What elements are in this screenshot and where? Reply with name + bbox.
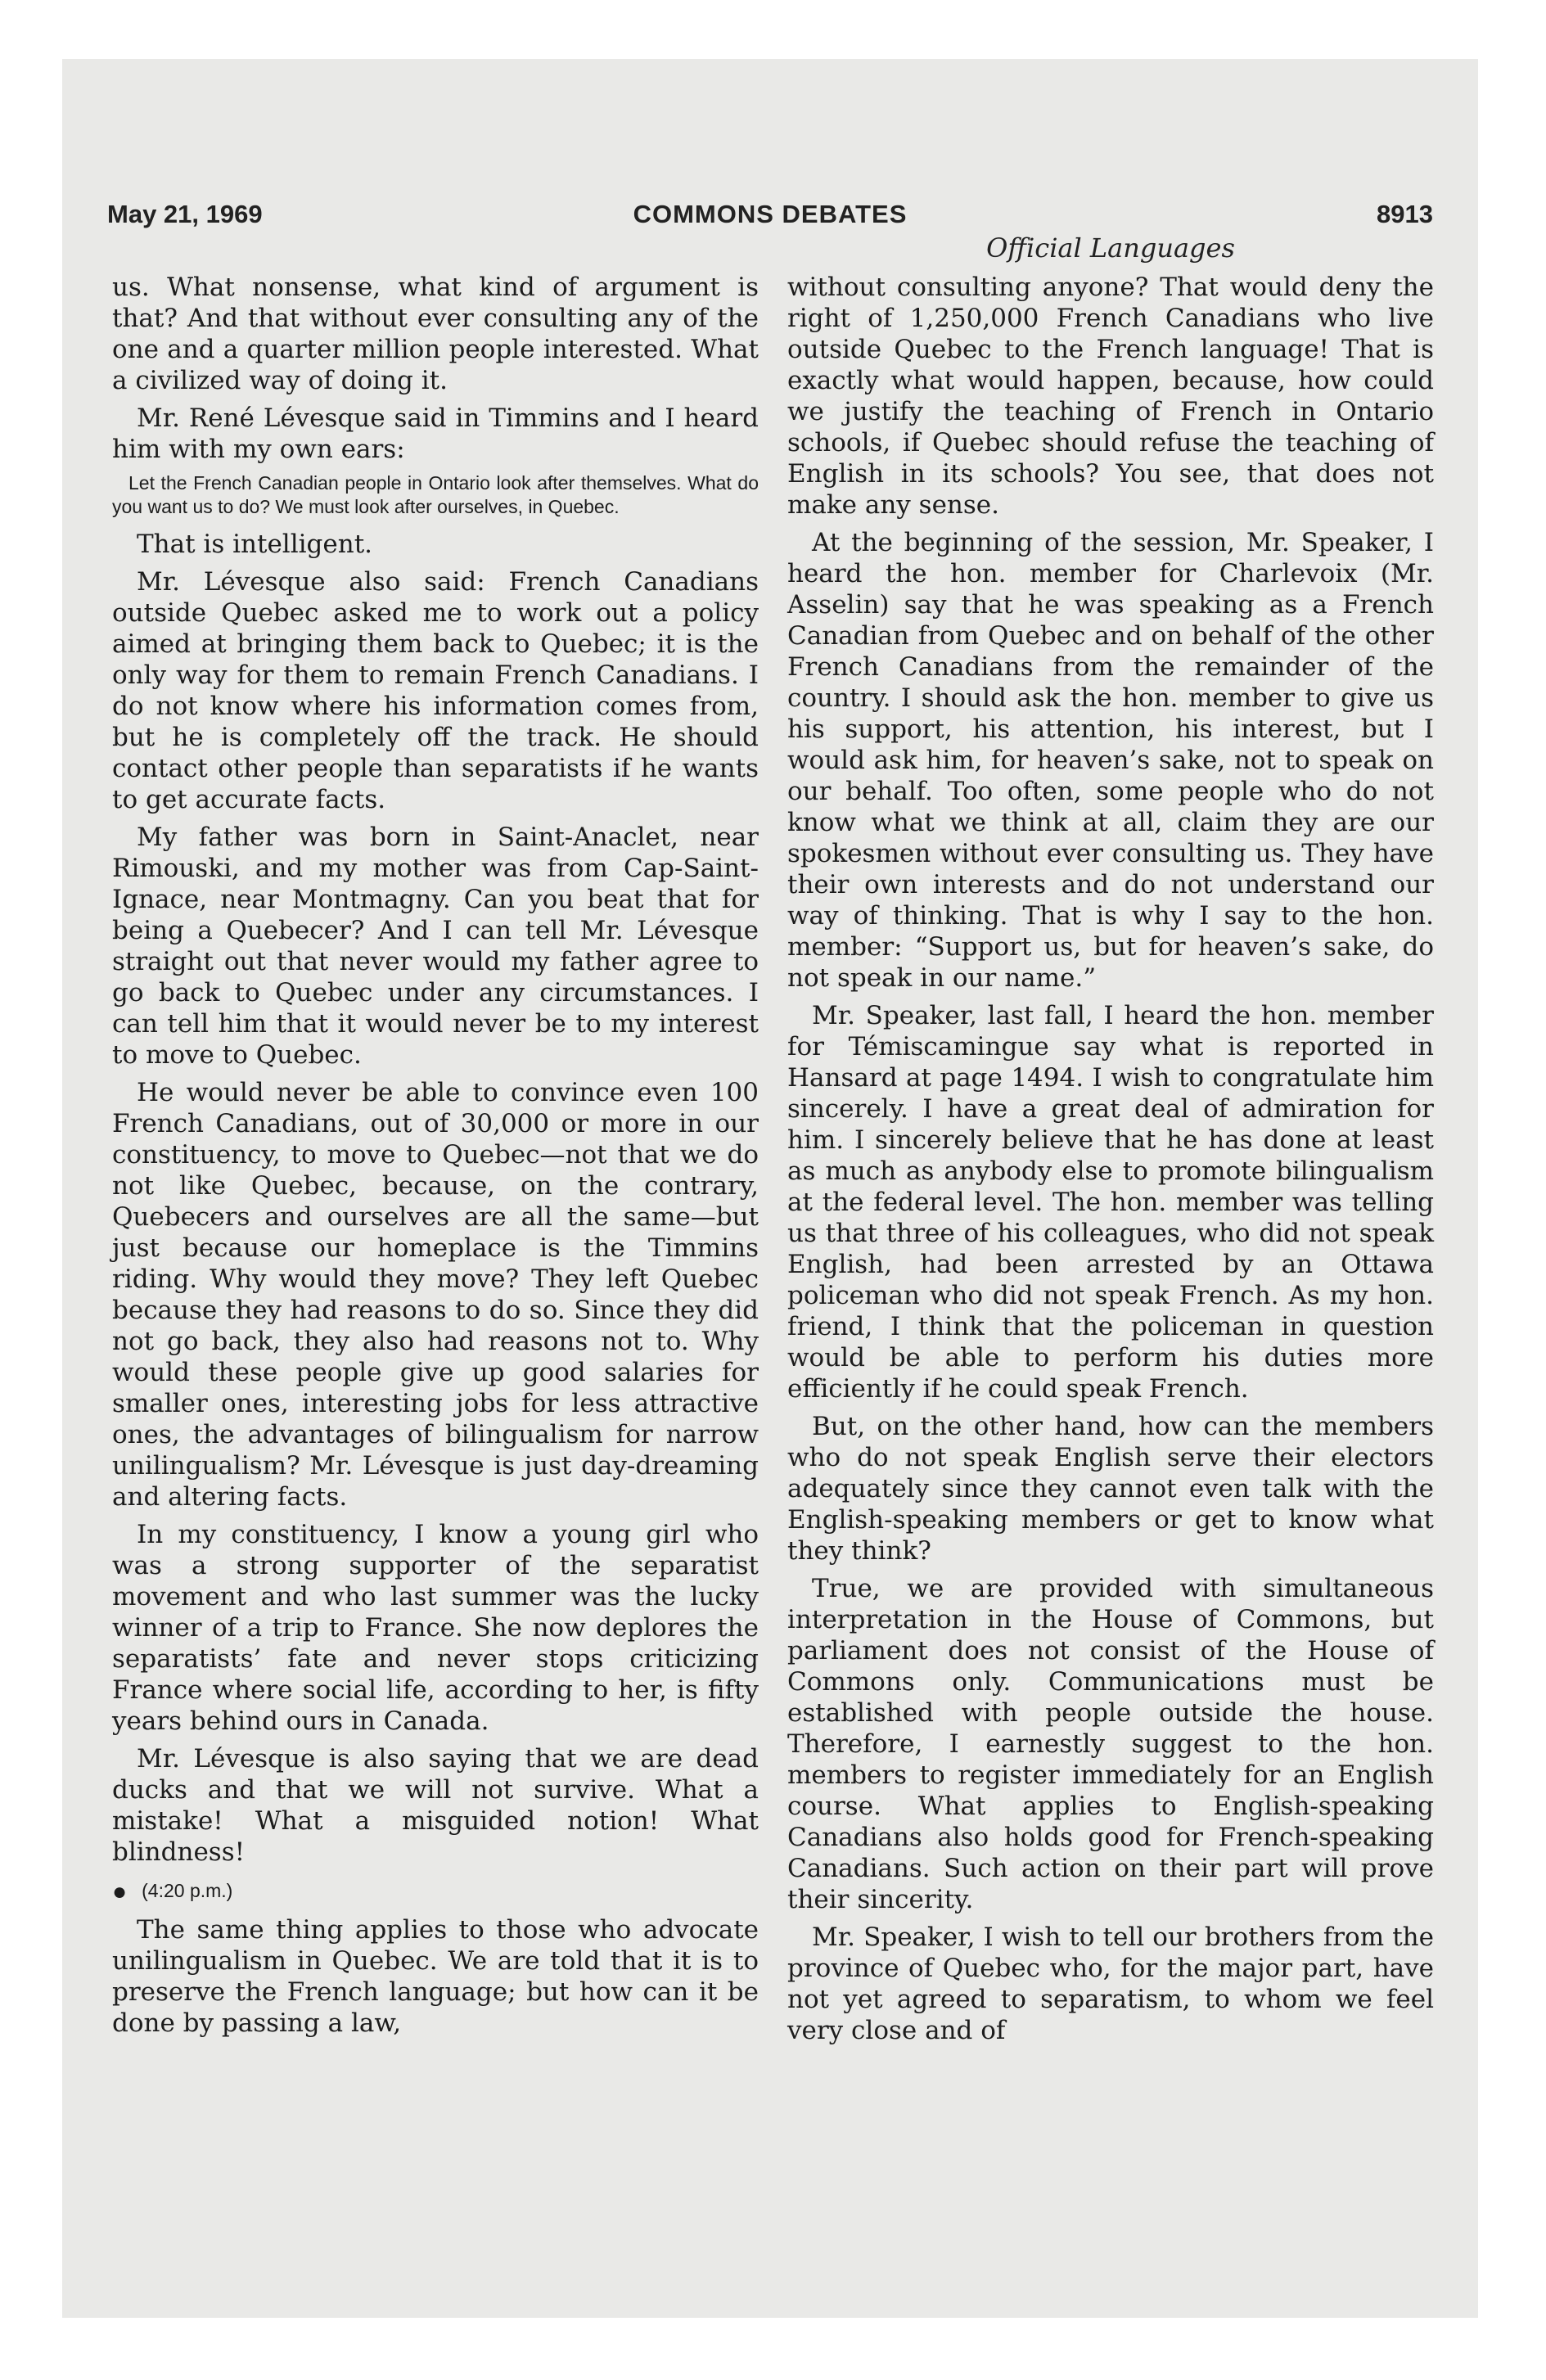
paragraph: Mr. Lévesque also said: French Canadians outside Quebec asked me to work out a policy aimed at bringing them back to Quebec; it is the only way for them to remain French Canadians. I do not know where his information comes from, but he is completely off the track. He should contact other people than separatists if he wants to get accurate facts. (112, 567, 759, 814)
left-column (112, 272, 759, 2045)
paragraph: without consulting anyone? That would deny the right of 1,250,000 French Canadians who live outside Quebec to the French language! That is exactly what would happen, because, how could we justify the teaching of French in Ontario schools, if Quebec should refuse the teaching of English in its schools? You see, that does not make any sense. (787, 273, 1434, 520)
paragraph: Mr. Speaker, last fall, I heard the hon. member for Témiscamingue say what is reported in Hansard at page 1494. I wish to congratulate him sincerely. I have a great deal of admiration for him. I sincerely believe that he has done at least as much as anybody else to promote bilingualism at the federal level. The hon. member was telling us that three of his colleagues, who did not speak English, had been arrested by an Ottawa policeman who did not speak French. As my hon. friend, I think that the policeman in question would be able to perform his duties more efficiently if he could speak French. (787, 1001, 1434, 1404)
paragraph: But, on the other hand, how can the members who do not speak English serve their electors adequately since they cannot even talk with the English-speaking members or get to know what they think? (787, 1412, 1434, 1566)
paragraph: He would never be able to convince even 100 French Canadians, out of 30,000 or more in our constituency, to move to Quebec—not that we do not like Quebec, because, on the contrary, Quebecers and ourselves are all the same—but just because our homeplace is the Timmins riding. Why would they move? They left Quebec because they had reasons to do so. Since they did not go back, they also had reasons not to. Why would these people give up good salaries for smaller ones, interesting jobs for less attractive ones, the advantages of bilingualism for narrow unilingualism? Mr. Lévesque is just day-dreaming and altering facts. (112, 1078, 759, 1512)
header-title: COMMONS DEBATES (633, 200, 908, 228)
header-date: May 21, 1969 (107, 200, 263, 228)
paragraph: That is intelligent. (137, 530, 373, 559)
bullet-icon: ● (112, 1878, 128, 1905)
paragraph: True, we are provided with simultaneous interpretation in the House of Commons, but parliament does not consist of the House of Commons only. Communications must be established with people outside the house. Therefore, I earnestly suggest to the hon. members to register immediately for an English course. What applies to English-speaking Canadians also holds good for French-speaking Canadians. Such action on their part will prove their sincerity. (787, 1574, 1434, 1914)
right-column (787, 272, 1434, 2053)
header-page-number: 8913 (1377, 200, 1433, 228)
paragraph: My father was born in Saint-Anaclet, near Rimouski, and my mother was from Cap-Saint-Ignace, near Montmagny. Can you beat that for being a Quebecer? And I can tell Mr. Lévesque straight out that never would my father agree to go back to Quebec under any circumstances. I can tell him that it would never be to my interest to move to Quebec. (112, 823, 759, 1070)
page-header (107, 200, 1433, 236)
block-quote: Let the French Canadian people in Ontario look after themselves. What do you want us to do? We must look after ourselves, in Quebec. (112, 472, 759, 517)
paragraph: In my constituency, I know a young girl who was a strong supporter of the separatist movement and who last summer was the lucky winner of a trip to France. She now deplores the separatists’ fate and never stops criticizing France where social life, according to her, is fifty years behind ours in Canada. (112, 1520, 759, 1736)
paragraph: The same thing applies to those who advocate unilingualism in Quebec. We are told that it is to preserve the French language; but how can it be done by passing a law, (112, 1915, 759, 2038)
paragraph: Mr. Lévesque is also saying that we are dead ducks and that we will not survive. What a mistake! What a misguided notion! What blindness! (112, 1744, 759, 1867)
timestamp-text: (4:20 p.m.) (142, 1880, 233, 1901)
paragraph: At the beginning of the session, Mr. Speaker, I heard the hon. member for Charlevoix (Mr. Asselin) say that he was speaking as a French Canadian from Quebec and on behalf of the other French Canadians from the remainder of the country. I should ask the hon. member to give us his support, his attention, his interest, but I would ask him, for heaven’s sake, not to speak on our behalf. Too often, some people who do not know what we think at all, claim they are our spokesmen without ever consulting us. They have their own interests and do not understand our way of thinking. That is why I say to the hon. member: “Support us, but for heaven’s sake, do not speak in our name.” (787, 528, 1434, 993)
paragraph: Mr. Speaker, I wish to tell our brothers from the province of Quebec who, for the major part, have not yet agreed to separatism, to whom we feel very close and of (787, 1922, 1434, 2045)
paragraph: us. What nonsense, what kind of argument is that? And that without ever consulting any of the one and a quarter million people interested. What a civilized way of doing it. (112, 273, 759, 395)
subject-heading: Official Languages (986, 232, 1235, 264)
paragraph: Mr. René Lévesque said in Timmins and I heard him with my own ears: (112, 403, 759, 464)
timestamp-marker (112, 1876, 759, 1904)
